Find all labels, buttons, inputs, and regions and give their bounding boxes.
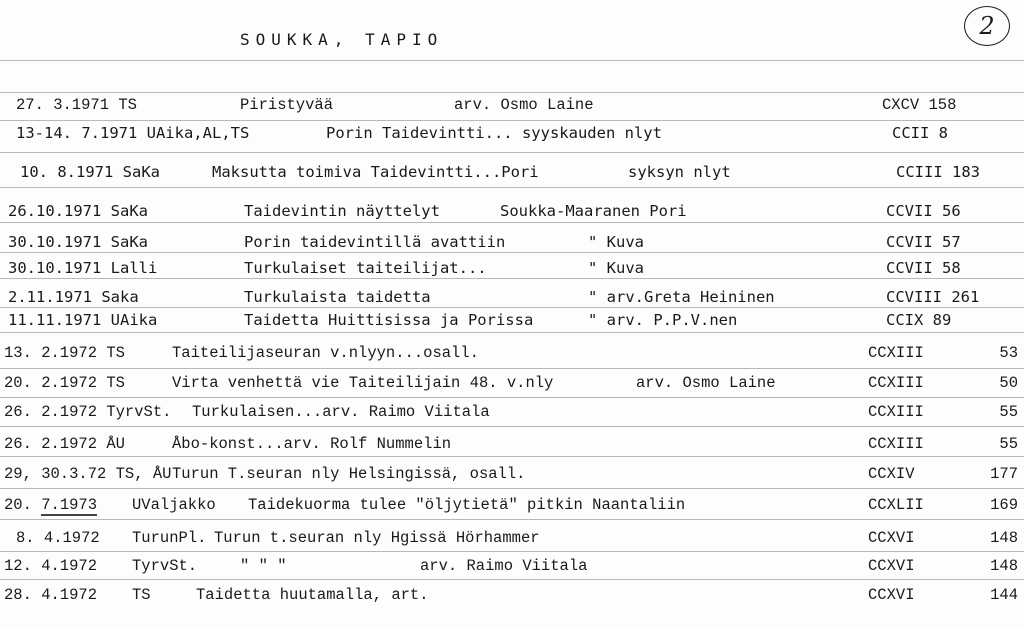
entry-ref: CCII 8 [892,124,948,142]
entry-page: 55 [999,403,1018,421]
entry-date: 26. 2.1972 TyrvSt. [4,403,172,421]
entry-source: TS [132,586,151,604]
list-item [0,399,1024,423]
page-number-circle: 2 [964,6,1010,46]
list-item [0,198,1024,222]
entry-ref: CXCV 158 [882,96,957,114]
entry-ref: CCVII 58 [886,259,961,277]
entry-page: 144 [990,586,1018,604]
entry-date: 13. 2.1972 TS [4,344,125,362]
entry-date: 13-14. 7.1971 UAika,AL,TS [16,124,250,142]
row-rule [0,426,1024,427]
entry-page: 148 [990,529,1018,547]
entry-title: Taidevintin näyttelyt [244,202,440,220]
entry-title: Porin taidevintillä avattiin [244,233,506,251]
entry-author: arv. Osmo Laine [636,374,776,392]
entry-ref: CCVII 57 [886,233,961,251]
entry-ref: CCIII 183 [896,163,980,181]
header-rule [0,60,1024,61]
entry-title: Taidetta huutamalla, art. [196,586,429,604]
entry-ref: CCVIII 261 [886,288,980,306]
entry-date-prefix: 20. [4,496,42,514]
entry-date: 11.11.1971 UAika [8,311,158,329]
entry-source: TyrvSt. [132,557,198,575]
entry-date: 8. 4.1972 [16,529,100,547]
entry-ref: CCXIV [868,465,915,483]
list-item [0,461,1024,485]
entry-source: TurunPl. [132,529,207,547]
row-rule [0,187,1024,188]
entry-date: 27. 3.1971 TS [16,96,137,114]
entry-title: Virta venhettä vie Taiteilijain 48. v.nly [172,374,554,392]
entry-title: Turkulaista taidetta [244,288,431,306]
entry-title: Turun t.seuran nly Hgissä Hörhammer [214,529,540,547]
entry-author: " arv. P.P.V.nen [588,311,738,329]
entry-author: " Kuva [588,259,644,277]
entry-title: Piristyvää [240,96,334,114]
entry-ref: CCXIII [868,374,924,392]
entry-page: 55 [999,435,1018,453]
list-item [0,159,1024,183]
entry-date: 26. 2.1972 ÅU [4,435,125,453]
row-rule [0,456,1024,457]
entry-date: 30.10.1971 Lalli [8,259,158,277]
entry-page: 50 [999,374,1018,392]
entry-ref: CCXIII [868,435,924,453]
list-item [0,492,1024,516]
entry-source: UValjakko [132,496,216,514]
entry-title: Turkulaisen...arv. Raimo Viitala [192,403,490,421]
entry-ref: CCXVI [868,529,915,547]
entry-date [4,496,97,514]
entry-title: " " " [240,557,287,575]
list-item [0,92,1024,116]
list-item [0,340,1024,364]
entry-title: Taiteilijaseuran v.nlyyn...osall. [172,344,479,362]
entry-date: 30.10.1971 SaKa [8,233,148,251]
entry-ref: CCXVI [868,557,915,575]
entry-author: syksyn nlyt [628,163,731,181]
entry-date: 20. 2.1972 TS [4,374,125,392]
underlined-date: 7.1973 [41,496,98,514]
entry-ref: CCXIII [868,403,924,421]
list-item [0,120,1024,144]
entry-page: 177 [990,465,1018,483]
entry-date: 28. 4.1972 [4,586,98,604]
row-rule [0,368,1024,369]
entry-title: Taidekuorma tulee "öljytietä" pitkin Naantaliin [248,496,686,514]
row-rule [0,152,1024,153]
entry-page: 53 [999,344,1018,362]
entry-ref: CCXIII [868,344,924,362]
entry-ref: CCXVI [868,586,915,604]
entry-title: Turkulaiset taiteilijat... [244,259,487,277]
list-item [0,431,1024,455]
entry-ref: CCIX 89 [886,311,952,329]
entry-date: 2.11.1971 Saka [8,288,139,306]
row-rule [0,397,1024,398]
list-item [0,255,1024,279]
entry-author: " Kuva [588,233,644,251]
entry-author: arv. Raimo Viitala [420,557,588,575]
entry-author: Soukka-Maaranen Pori [500,202,687,220]
card-header-name: SOUKKA, TAPIO [240,30,444,49]
entry-page: 169 [990,496,1018,514]
row-rule [0,579,1024,580]
entry-title: Maksutta toimiva Taidevintti...Pori [212,163,539,181]
entry-date: 10. 8.1971 SaKa [20,163,160,181]
entry-title: Åbo-konst...arv. Rolf Nummelin [172,435,452,453]
entry-author: arv. Osmo Laine [454,96,594,114]
entry-ref: CCVII 56 [886,202,961,220]
row-rule [0,332,1024,333]
entry-date: 26.10.1971 SaKa [8,202,148,220]
entry-date: 12. 4.1972 [4,557,98,575]
entry-title: Taidetta Huittisissa ja Porissa [244,311,534,329]
list-item [0,229,1024,253]
list-item [0,525,1024,549]
entry-author: " arv.Greta Heininen [588,288,775,306]
list-item [0,582,1024,606]
list-item [0,307,1024,331]
entry-title: Porin Taidevintti... syyskauden nlyt [326,124,662,142]
row-rule [0,222,1024,223]
row-rule [0,488,1024,489]
entry-title: Turun T.seuran nly Helsingissä, osall. [172,465,526,483]
list-item [0,284,1024,308]
entry-date: 29, 30.3.72 TS, ÅU [4,465,172,483]
entry-ref: CCXLII [868,496,924,514]
entry-page: 148 [990,557,1018,575]
list-item [0,553,1024,577]
list-item [0,370,1024,394]
row-rule [0,519,1024,520]
row-rule [0,551,1024,552]
